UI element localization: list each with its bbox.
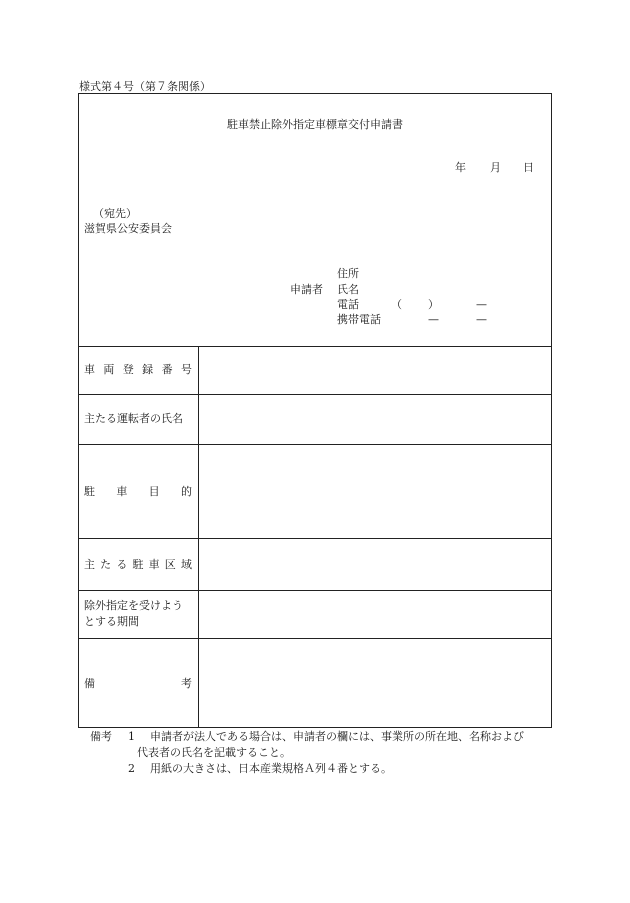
applicant-mobile-label: 携帯電話 <box>337 313 381 326</box>
label-char: 車 <box>116 485 128 498</box>
remarks-input-cell[interactable] <box>199 639 551 727</box>
label-char: 録 <box>142 363 154 376</box>
addressee-label: （宛先） <box>93 207 137 220</box>
period-label-line2: とする期間 <box>84 615 139 628</box>
label-char: 主 <box>84 558 95 571</box>
label-char: 番 <box>161 363 173 376</box>
phone-dash: — <box>476 298 487 311</box>
label-char: 目 <box>148 485 160 498</box>
applicant-phone-label: 電話 <box>337 298 359 311</box>
label-char: 登 <box>122 363 134 376</box>
form-title-text: 駐車禁止除外指定車標章交付申請書 <box>227 118 403 131</box>
form-number: 様式第４号（第７条関係） <box>79 80 211 93</box>
date-month: 月 <box>490 161 501 174</box>
registration-input-cell[interactable] <box>199 347 551 394</box>
label-char: 備 <box>84 677 95 690</box>
mobile-dash-1: — <box>428 313 439 326</box>
note-1-line-2: 代表者の氏名を記載すること。 <box>137 746 291 759</box>
row-label-driver: 主たる運転者の氏名 <box>84 412 183 425</box>
registration-label <box>84 362 192 378</box>
note-2-text: 用紙の大きさは、日本産業規格Ａ列４番とする。 <box>150 762 392 775</box>
note-1-number: 1 <box>128 730 135 743</box>
notes-heading: 備考 <box>90 730 112 743</box>
row-label-area <box>84 557 192 573</box>
purpose-label <box>84 484 192 500</box>
row-label-period <box>84 598 192 630</box>
phone-close-paren: ） <box>428 298 439 311</box>
note-2-number: 2 <box>128 762 135 775</box>
mobile-dash-2: — <box>476 313 487 326</box>
label-char: 考 <box>181 677 192 690</box>
row-label-purpose <box>84 484 192 500</box>
label-char: た <box>100 558 112 571</box>
label-char: 駐 <box>84 485 95 498</box>
label-char: 号 <box>180 363 192 376</box>
row-label-registration <box>84 362 192 378</box>
label-char: 的 <box>180 485 192 498</box>
addressee-name: 滋賀県公安委員会 <box>84 222 172 235</box>
period-input-cell[interactable] <box>199 591 551 638</box>
purpose-input-cell[interactable] <box>199 445 551 538</box>
applicant-label: 申請者 <box>290 283 323 296</box>
row-label-remarks <box>84 676 192 692</box>
area-input-cell[interactable] <box>199 539 551 590</box>
label-char: 両 <box>103 363 115 376</box>
label-char: 車 <box>84 363 95 376</box>
applicant-name-label: 氏名 <box>337 283 359 296</box>
phone-open-paren: （ <box>391 298 402 311</box>
date-year: 年 <box>455 161 466 174</box>
remarks-label <box>84 676 192 692</box>
note-1-line-1: 申請者が法人である場合は、申請者の欄には、事業所の所在地、名称および <box>150 730 524 743</box>
form-title <box>0 118 630 132</box>
applicant-address-label: 住所 <box>337 267 359 280</box>
label-char: 駐 <box>132 558 144 571</box>
area-label <box>84 557 192 573</box>
label-char: る <box>116 558 128 571</box>
label-char: 域 <box>180 558 192 571</box>
label-char: 車 <box>148 558 160 571</box>
date-day: 日 <box>523 161 534 174</box>
period-label-line1: 除外指定を受けよう <box>84 599 183 612</box>
driver-input-cell[interactable] <box>199 395 551 444</box>
label-char: 区 <box>164 558 176 571</box>
